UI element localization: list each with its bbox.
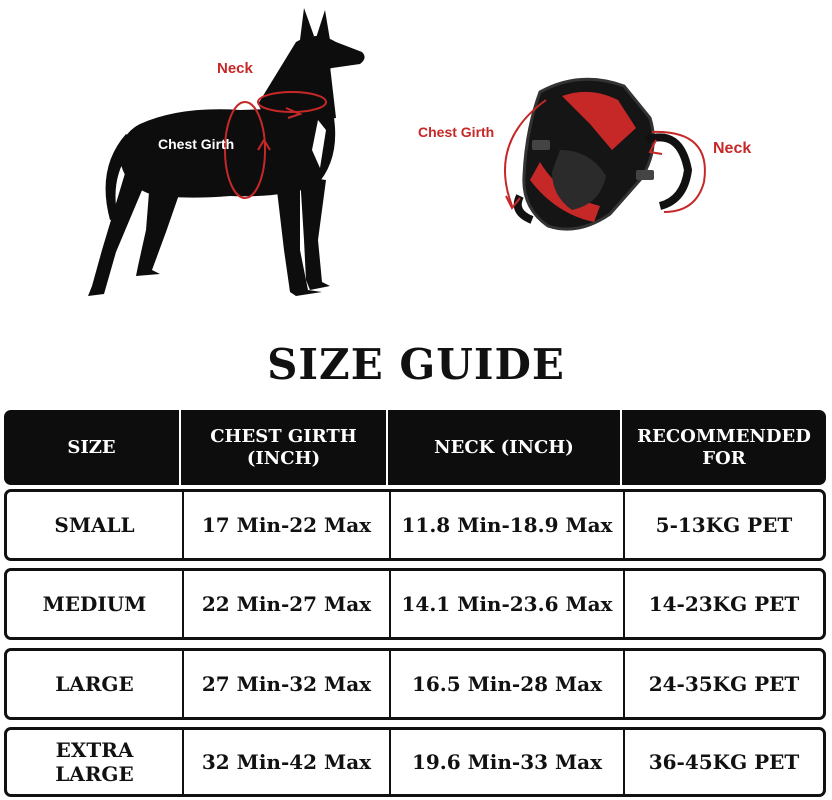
table-row xyxy=(4,648,826,720)
cell-size: MEDIUM xyxy=(42,592,147,616)
cell-recommended: 36-45KG PET xyxy=(623,730,823,794)
header-neck: NECK (INCH) xyxy=(386,410,620,485)
cell-neck: 11.8 Min-18.9 Max xyxy=(389,492,623,558)
cell-chest-girth: 27 Min-32 Max xyxy=(182,651,389,717)
dog-neck-label: Neck xyxy=(217,60,253,77)
cell-recommended: 24-35KG PET xyxy=(623,651,823,717)
harness-chest-girth-label: Chest Girth xyxy=(418,124,495,140)
header-chest-girth: CHEST GIRTH (INCH) xyxy=(179,410,386,485)
cell-size: LARGE xyxy=(55,672,134,696)
cell-chest-girth: 17 Min-22 Max xyxy=(182,492,389,558)
cell-chest-girth: 32 Min-42 Max xyxy=(182,730,389,794)
cell-chest-girth: 22 Min-27 Max xyxy=(182,571,389,637)
table-header xyxy=(4,410,826,485)
cell-recommended: 5-13KG PET xyxy=(623,492,823,558)
cell-size: EXTRA LARGE xyxy=(55,738,134,786)
cell-size: SMALL xyxy=(54,513,135,537)
cell-neck: 16.5 Min-28 Max xyxy=(389,651,623,717)
dog-chest-girth-label: Chest Girth xyxy=(158,136,235,152)
illustration-svg xyxy=(0,0,832,330)
dog-silhouette-icon xyxy=(88,8,365,296)
table-row xyxy=(4,568,826,640)
header-recommended-for: RECOMMENDED FOR xyxy=(620,410,826,485)
page-title: SIZE GUIDE xyxy=(267,340,565,389)
table-row xyxy=(4,489,826,561)
cell-neck: 14.1 Min-23.6 Max xyxy=(389,571,623,637)
table-row xyxy=(4,727,826,797)
cell-recommended: 14-23KG PET xyxy=(623,571,823,637)
header-size: SIZE xyxy=(67,436,116,458)
measurement-illustration xyxy=(0,0,832,330)
cell-neck: 19.6 Min-33 Max xyxy=(389,730,623,794)
harness-neck-label: Neck xyxy=(713,140,752,157)
